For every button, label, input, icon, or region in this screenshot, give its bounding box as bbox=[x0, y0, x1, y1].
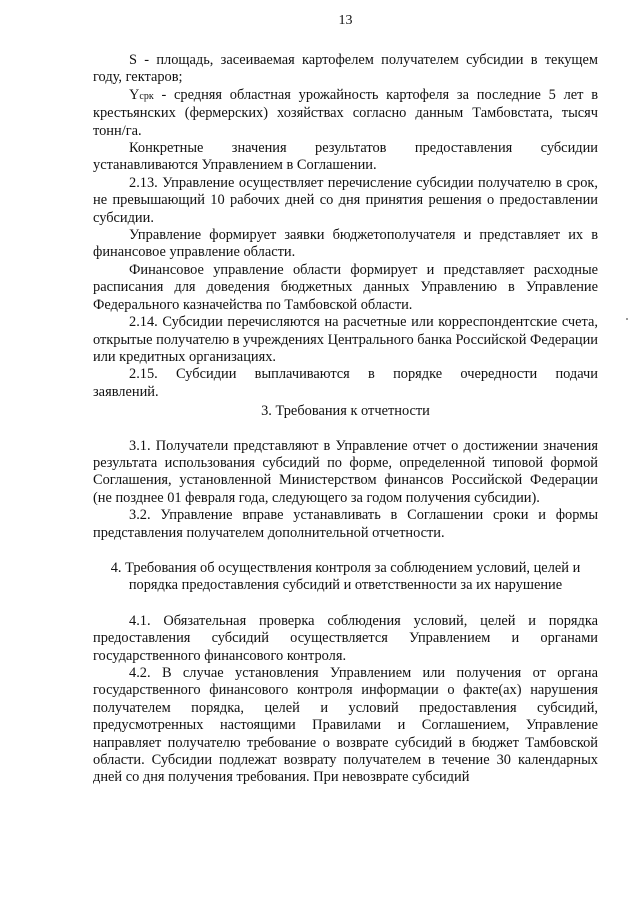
paragraph-3-2: 3.2. Управление вправе устанавливать в Соглашении сроки и формы представления получателем дополнительной отчетности. bbox=[93, 507, 598, 541]
paragraph-2-13: 2.13. Управление осуществляет перечисление субсидии получателю в срок, не превышающий 10 рабочих дней со дня принятия решения о предоставлении субсидии. bbox=[93, 174, 598, 226]
paragraph-2-14: 2.14. Субсидии перечисляются на расчетные или корреспондентские счета, открытые получателю в учреждениях Центрального банка Российской Федерации или кредитных организациях. bbox=[93, 314, 598, 365]
paragraph-4-1: 4.1. Обязательная проверка соблюдения условий, целей и порядка предоставления субсидий осуществляется Управлением и органами государственного финансового контроля. bbox=[93, 612, 598, 664]
yield-symbol-subscript: срк bbox=[139, 90, 154, 102]
paragraph-2-15-line2: заявлений. bbox=[93, 383, 159, 400]
paragraph-3-1: 3.1. Получатели представляют в Управление отчет о достижении значения результата использования субсидий по форме, определенной типовой формой Соглашения, установленной Министерством финансов Российской Федерации (не позднее 01 февраля года, следующего за годом получения субсидии). bbox=[93, 437, 598, 506]
paragraph-area-definition: S - площадь, засеиваемая картофелем получателем субсидии в текущем году, гектаров; bbox=[93, 52, 598, 86]
paragraph-financial-department: Финансовое управление области формирует и представляет расходные расписания для доведения бюджетных данных Управлению в Управление Федерального казначейства по Тамбовской области. bbox=[93, 261, 598, 313]
section-4-heading: 4. Требования об осуществления контроля за соблюдением условий, целей и порядка предоставления субсидий и ответственности за их нарушение bbox=[110, 559, 581, 594]
paragraph-2-15-line1: 2.15. Субсидии выплачиваются в порядке очередности подачи bbox=[129, 366, 598, 383]
paragraph-4-2: 4.2. В случае установления Управлением или получения от органа государственного финансового контроля информации о факте(ах) нарушения получателем порядка, целей и условий предоставления субсидий, предусмотренных настоящими Правилами и Соглашением, Управление направляет получателю требование о возврате субсидий в бюджет Тамбовской области. Субсидии подлежат возврату получателем в течение 30 календарных дней со дня получения требования. При невозврате субсидий bbox=[93, 665, 598, 786]
yield-definition-text: - средняя областная урожайность картофеля за последние 5 лет в крестьянских (фермерских) хозяйствах согласно данным Тамбовстата, тысяч тонн/га. bbox=[93, 86, 598, 139]
paragraph-yield-definition bbox=[93, 87, 598, 140]
section-3-heading: 3. Требования к отчетности bbox=[261, 403, 430, 420]
paragraph-result-values-line1: Конкретные значения результатов предоставления субсидии bbox=[129, 140, 598, 157]
page-number: 13 bbox=[338, 13, 353, 28]
scan-mark bbox=[626, 318, 628, 320]
yield-symbol: Y bbox=[129, 86, 140, 103]
paragraph-result-values-line2: устанавливаются Управлением в Соглашении. bbox=[93, 157, 377, 174]
document-body bbox=[93, 52, 598, 787]
paragraph-budget-requests: Управление формирует заявки бюджетополучателя и представляет их в финансовое управление области. bbox=[93, 227, 598, 261]
